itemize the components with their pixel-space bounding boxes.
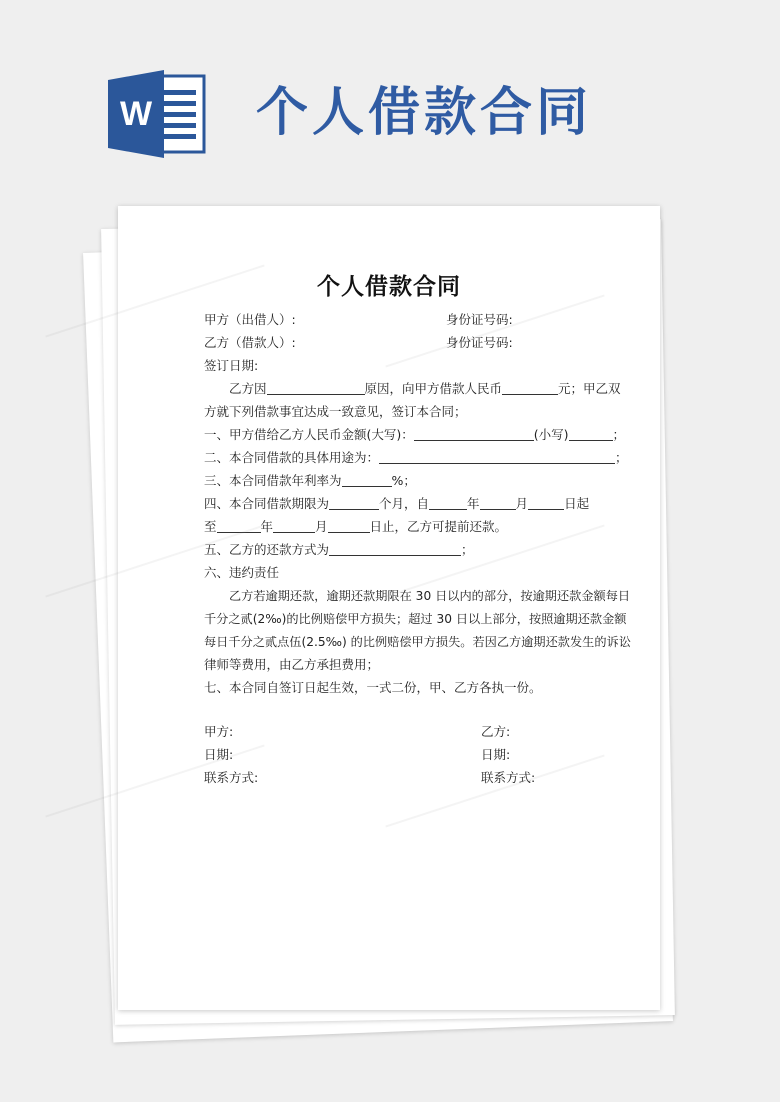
sign-date-label: 签订日期: (204, 358, 259, 373)
clause-text: 至 (204, 519, 217, 534)
blank-field[interactable] (414, 426, 534, 441)
clause-text: ； (612, 427, 626, 442)
sig-date-a: 日期: (204, 747, 234, 762)
clause-3 (204, 469, 604, 492)
clause-text: 三、本合同借款年利率为 (204, 473, 342, 488)
word-doc-icon (106, 68, 208, 160)
sig-b-label: 乙方: (481, 724, 511, 739)
intro-text: 元；甲乙双 (558, 381, 621, 396)
clause-text: %； (391, 473, 416, 488)
clause-1 (204, 423, 626, 446)
clause-text: 五、乙方的还款方式为 (204, 542, 330, 557)
blank-field[interactable] (342, 472, 392, 487)
sign-date-line (204, 354, 604, 377)
sig-date-b: 日期: (481, 747, 511, 762)
blank-field[interactable] (528, 495, 564, 510)
clause-text: 月 (515, 496, 529, 511)
party-a-label: 甲方（出借人）: (204, 312, 296, 327)
clause-4 (204, 492, 604, 515)
clause-text: 每日千分之贰点伍(2.5‰) 的比例赔偿甲方损失。若因乙方逾期还款发生的诉讼 (204, 635, 631, 649)
clause-text: ； (461, 542, 474, 557)
clause-text: 月 (315, 519, 328, 534)
clause-text: 千分之贰(2‰)的比例赔偿甲方损失；超过 30 日以上部分，按照逾期还款金额 (204, 612, 627, 626)
clause-text: 乙方若逾期还款，逾期还款期限在 30 日以内的部分，按逾期还款金额每日 (229, 589, 631, 603)
word-letter: W (119, 95, 153, 133)
clause-6-title (204, 561, 604, 584)
intro-line-1 (204, 377, 621, 400)
sig-contact-b: 联系方式: (481, 770, 536, 785)
blank-field[interactable] (569, 426, 613, 441)
party-a-line (204, 308, 604, 331)
party-a-id-label: 身份证号码: (446, 312, 513, 327)
clause-text: 日起 (564, 496, 590, 511)
blank-field[interactable] (273, 518, 315, 533)
clause-6-line-4 (204, 653, 604, 676)
clause-text: 律师等费用，由乙方承担费用； (204, 657, 380, 672)
clause-2 (204, 446, 628, 469)
clause-5 (204, 538, 604, 561)
header (0, 0, 780, 190)
blank-field[interactable] (502, 380, 558, 395)
clause-4-cont (204, 515, 604, 538)
signature-row (204, 720, 604, 743)
intro-line-2 (204, 400, 604, 423)
party-b-id-label: 身份证号码: (446, 335, 513, 350)
clause-6-line-3 (204, 630, 631, 653)
clause-text: 一、甲方借给乙方人民币金额(大写)： (204, 427, 414, 442)
intro-text: 乙方因 (229, 381, 267, 396)
blank-field[interactable] (329, 541, 461, 556)
clause-text: (小写) (533, 427, 569, 442)
clause-6-line-1 (204, 584, 631, 607)
clause-text: ； (615, 450, 628, 465)
party-b-label: 乙方（借款人）: (204, 335, 296, 350)
clause-text: 四、本合同借款期限为 (204, 496, 330, 511)
signature-contact-row (204, 766, 604, 789)
clause-text: 日止，乙方可提前还款。 (369, 519, 508, 534)
clause-7 (204, 676, 604, 699)
intro-text: 原因，向甲方借款人民币 (364, 381, 503, 396)
clause-text: 年 (260, 519, 274, 534)
clause-text: 个月，自 (379, 496, 430, 511)
document-page (118, 206, 660, 1010)
sig-contact-a: 联系方式: (204, 770, 259, 785)
clause-text: 年 (467, 496, 480, 511)
blank-field[interactable] (217, 518, 261, 533)
blank-field[interactable] (329, 495, 379, 510)
clause-text: 二、本合同借款的具体用途为： (204, 450, 380, 465)
clause-text: 七、本合同自签订日起生效，一式二份，甲、乙方各执一份。 (204, 680, 542, 695)
sig-a-label: 甲方: (204, 724, 234, 739)
page-title: 个人借款合同 (256, 83, 593, 143)
blank-field[interactable] (267, 380, 365, 395)
blank-field[interactable] (379, 449, 615, 464)
clause-6-line-2 (204, 607, 627, 630)
clause-heading: 六、违约责任 (204, 565, 280, 580)
party-b-line (204, 331, 604, 354)
document-title: 个人借款合同 (317, 274, 461, 300)
intro-text: 方就下列借款事宜达成一致意见，签订本合同； (204, 404, 467, 419)
blank-field[interactable] (480, 495, 516, 510)
signature-date-row (204, 743, 604, 766)
blank-field[interactable] (328, 518, 370, 533)
blank-field[interactable] (429, 495, 467, 510)
